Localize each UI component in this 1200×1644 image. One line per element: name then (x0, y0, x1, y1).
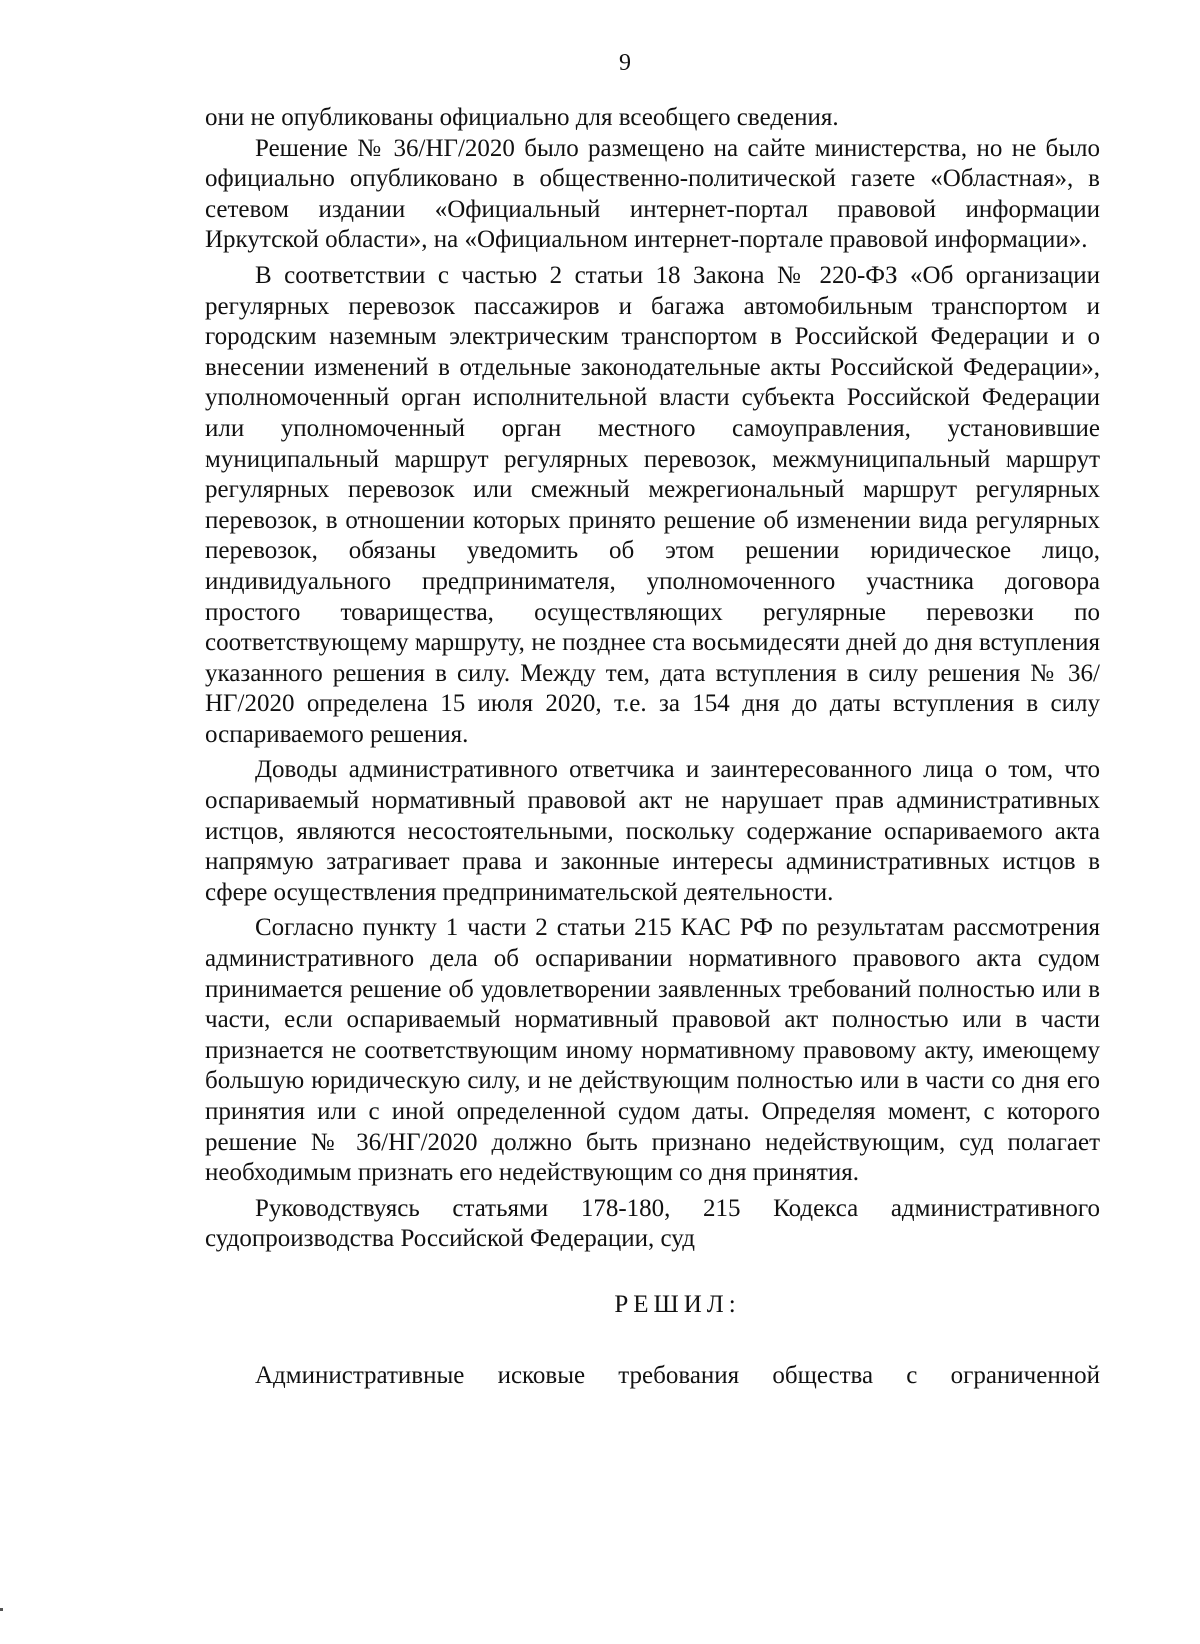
decision-heading: РЕШИЛ: (614, 1290, 741, 1318)
paragraph-kas-article: Согласно пункту 1 части 2 статьи 215 КАС РФ по результатам рассмотрения административного дела об оспаривании нормативного правового акта судом принимается решение об удовлетворении заявленных требований полностью или в части, если оспариваемый нормативный правовой акт полностью или в части признается не соответствующим иному нормативному правовому акту, имеющему большую юридическую силу, и не действующим полностью или в части со дня его принятия или с иной определенной судом даты. Определяя момент, с которого решение № 36/НГ/2020 должно быть признано недействующим, суд полагает необходимым признать его недействующим со дня принятия. (205, 914, 1100, 1187)
scan-speck (0, 1608, 3, 1611)
paragraph-guided-by: Руководствуясь статьями 178-180, 215 Кодекса административного судопроизводства Российской Федерации, суд (205, 1194, 1100, 1253)
paragraph-arguments: Доводы административного ответчика и заинтересованного лица о том, что оспариваемый нормативный правовой акт не нарушает прав административных истцов, являются несостоятельными, поскольку содержание оспариваемого акта напрямую затрагивает права и законные интересы административных истцов в сфере осуществления предпринимательской деятельности. (205, 756, 1100, 906)
paragraph-decision-start: Административные исковые требования общества с ограниченной (255, 1361, 1100, 1389)
page-number: 9 (619, 50, 631, 76)
paragraph-publication: Решение № 36/НГ/2020 было размещено на сайте министерства, но не было официально опубликовано в общественно-политической газете «Областная», в сетевом издании «Официальный интернет-портал правовой информации Иркутской области», на «Официальном интернет-портале правовой информации». (205, 134, 1100, 254)
paragraph-continuation: они не опубликованы официально для всеобщего сведения. (205, 104, 839, 131)
document-body (205, 103, 1100, 1391)
paragraph-law-reference: В соответствии с частью 2 статьи 18 Закона № 220-ФЗ «Об организации регулярных перевозок пассажиров и багажа автомобильным транспортом и городским наземным электрическим транспортом в Российской Федерации и о внесении изменений в отдельные законодательные акты Российской Федерации», уполномоченный орган исполнительной власти субъекта Российской Федерации или уполномоченный орган местного самоуправления, установившие муниципальный маршрут регулярных перевозок, межмуниципальный маршрут регулярных перевозок или смежный межрегиональный маршрут регулярных перевозок, в отношении которых принято решение об изменении вида регулярных перевозок, обязаны уведомить об этом решении юридическое лицо, индивидуального предпринимателя, уполномоченного участника договора простого товарищества, осуществляющих регулярные перевозки по соответствующему маршруту, не позднее ста восьмидесяти дней до дня вступления указанного решения в силу. Между тем, дата вступления в силу решения № 36/НГ/2020 определена 15 июля 2020, т.е. за 154 дня до даты вступления в силу оспариваемого решения. (205, 261, 1100, 748)
